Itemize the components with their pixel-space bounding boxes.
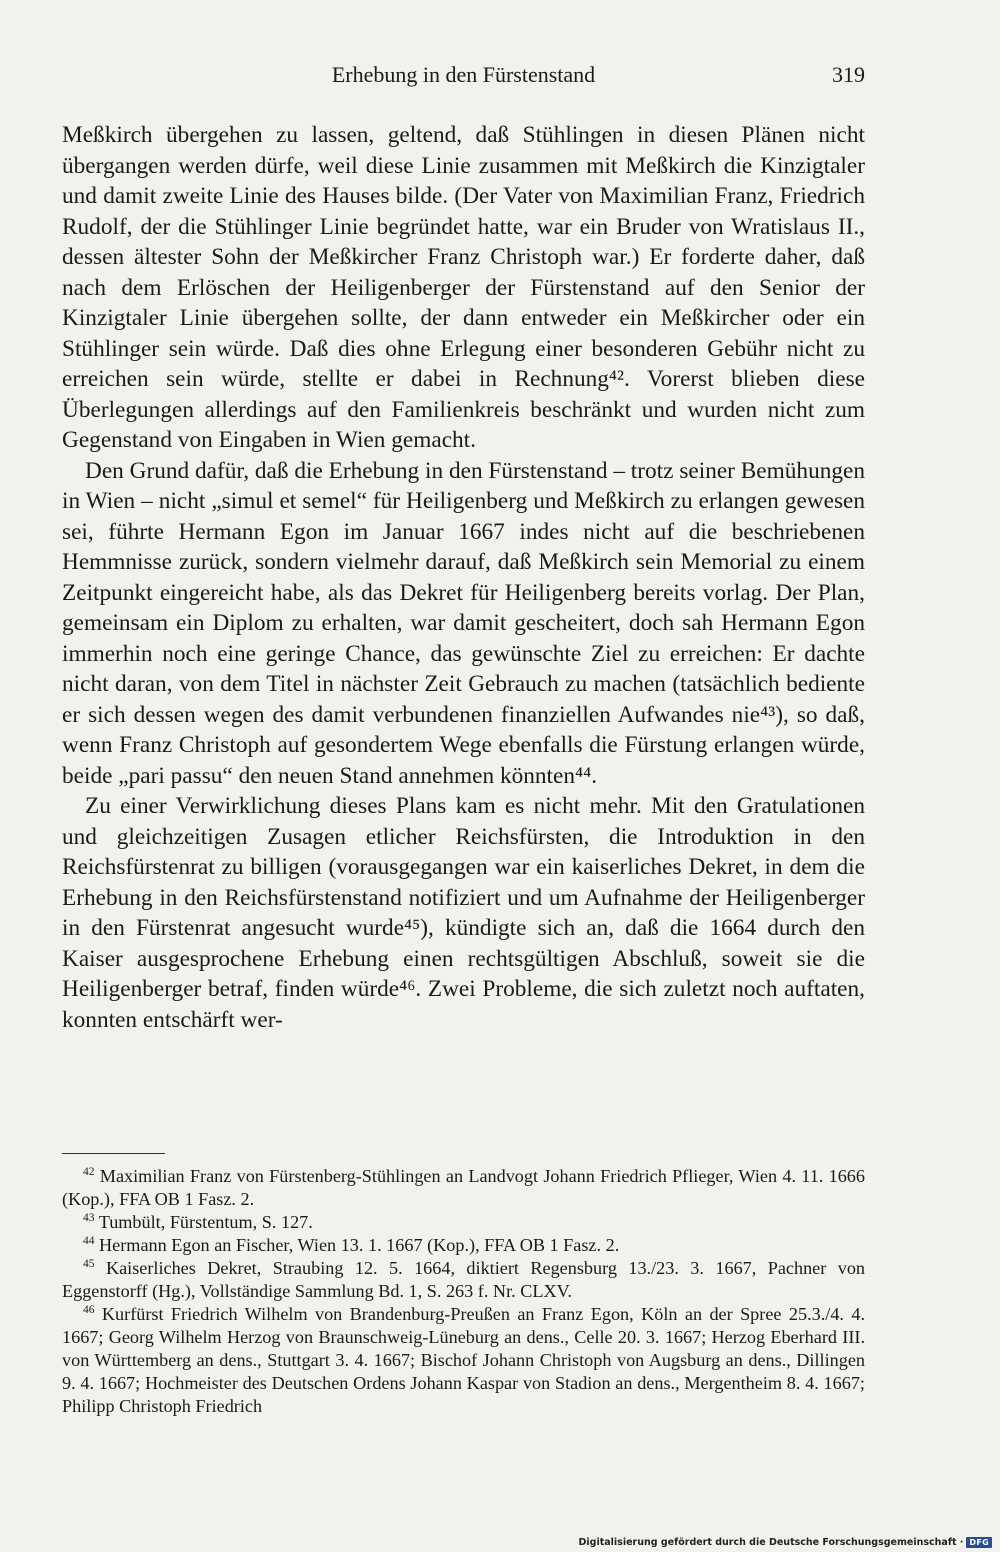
footnote-44: [62, 1234, 865, 1257]
footnote-text: Hermann Egon an Fischer, Wien 13. 1. 1667 (Kop.), FFA OB 1 Fasz. 2.: [99, 1235, 620, 1255]
paragraph-1: Meßkirch übergehen zu lassen, geltend, daß Stühlingen in diesen Plänen nicht übergangen werden dürfe, weil diese Linie zusammen mit Meßkirch die Kinzigtaler und damit zweite Linie des Hauses bilde. (Der Vater von Maximilian Franz, Friedrich Rudolf, der die Stühlinger Linie begründet hatte, war ein Bruder von Wratislaus II., dessen ältester Sohn der Meßkircher Franz Christoph war.) Er forderte daher, daß nach dem Erlöschen der Heiligenberger der Fürstenstand auf den Senior der Kinzigtaler Linie übergehen sollte, der dann entweder ein Meßkircher oder ein Stühlinger sein würde. Daß dies ohne Erlegung einer besonderen Gebühr nicht zu erreichen sein würde, stellte er dabei in Rechnung⁴². Vorerst blieben diese Überlegungen allerdings auf den Familienkreis beschränkt und wurden nicht zum Gegenstand von Eingaben in Wien gemacht.: [62, 122, 865, 453]
footnote-text: Kurfürst Friedrich Wilhelm von Brandenburg-Preußen an Franz Egon, Köln an der Spree 25.3./4. 4. 1667; Georg Wilhelm Herzog von Braunschweig-Lüneburg an dens., Celle 20. 3. 1667; Herzog Eberhard III. von Württemberg an dens., Stuttgart 3. 4. 1667; Bischof Johann Christoph von Augsburg an dens., Dillingen 9. 4. 1667; Hochmeister des Deutschen Ordens Johann Kaspar von Stadion an dens., Mergentheim 8. 4. 1667; Philipp Christoph Friedrich: [62, 1304, 865, 1416]
footnote-text: Tumbült, Fürstentum, S. 127.: [98, 1212, 313, 1232]
running-title: Erhebung in den Fürstenstand: [331, 62, 596, 87]
footnote-42: [62, 1165, 865, 1211]
credit-text: Digitalisierung gefördert durch die Deutsche Forschungsgemeinschaft ·: [578, 1537, 964, 1548]
running-head: [62, 62, 865, 96]
footnote-text: Maximilian Franz von Fürstenberg-Stühlingen an Landvogt Johann Friedrich Pflieger, Wien 4. 11. 1666 (Kop.), FFA OB 1 Fasz. 2.: [62, 1166, 865, 1209]
paragraph-3: Zu einer Verwirklichung dieses Plans kam es nicht mehr. Mit den Gratulationen und gleichzeitigen Zusagen etlicher Reichsfürsten, die Introduktion in den Reichsfürstenrat zu billigen (vorausgegangen war ein kaiserliches Dekret, in dem die Erhebung in den Reichsfürstenstand notifiziert und um Aufnahme der Heiligenberger in den Fürstenrat angesucht wurde⁴⁵), kündigte sich an, daß die 1664 durch den Kaiser ausgesprochene Erhebung einen rechtsgültigen Abschluß, soweit sie die Heiligenberger betraf, finden würde⁴⁶. Zwei Probleme, die sich zuletzt noch auftaten, konnten entschärft wer-: [62, 793, 865, 1033]
footnote-45: [62, 1257, 865, 1303]
dfg-logo-icon: DFG: [966, 1537, 992, 1548]
footnote-text: Kaiserliches Dekret, Straubing 12. 5. 1664, diktiert Regensburg 13./23. 3. 1667, Pachner von Eggenstorff (Hg.), Vollständige Sammlung Bd. 1, S. 263 f. Nr. CLXV.: [62, 1258, 866, 1301]
footnote-separator: [62, 1153, 165, 1154]
footnote-46: [62, 1303, 865, 1418]
footnote-number: 45: [83, 1257, 95, 1270]
footnote-number: 42: [83, 1165, 95, 1178]
footnote-number: 44: [83, 1234, 95, 1247]
footnotes: [62, 1165, 865, 1418]
body-text: [62, 120, 865, 1035]
footnote-43: [62, 1211, 865, 1234]
footnote-number: 43: [83, 1211, 95, 1224]
digitization-credit: [579, 1537, 992, 1548]
footnote-number: 46: [83, 1303, 95, 1316]
page-number: 319: [832, 62, 865, 87]
paragraph-2: Den Grund dafür, daß die Erhebung in den Fürstenstand – trotz seiner Bemühungen in Wien – nicht „simul et semel“ für Heiligenberg und Meßkirch zu erlangen gewesen sei, führte Hermann Egon im Januar 1667 indes nicht auf die beschriebenen Hemmnisse zurück, sondern vielmehr darauf, daß Meßkirch sein Memorial zu einem Zeitpunkt eingereicht habe, als das Dekret für Heiligenberg bereits vorlag. Der Plan, gemeinsam ein Diplom zu erhalten, war damit gescheitert, doch sah Hermann Egon immerhin noch eine geringe Chance, das gewünschte Ziel zu erreichen: Er dachte nicht daran, von dem Titel in nächster Zeit Gebrauch zu machen (tatsächlich bediente er sich dessen wegen des damit verbundenen finanziellen Aufwandes nie⁴³), so daß, wenn Franz Christoph auf gesondertem Wege ebenfalls die Fürstung erlangen würde, beide „pari passu“ den neuen Stand annehmen könnten⁴⁴.: [62, 457, 865, 789]
